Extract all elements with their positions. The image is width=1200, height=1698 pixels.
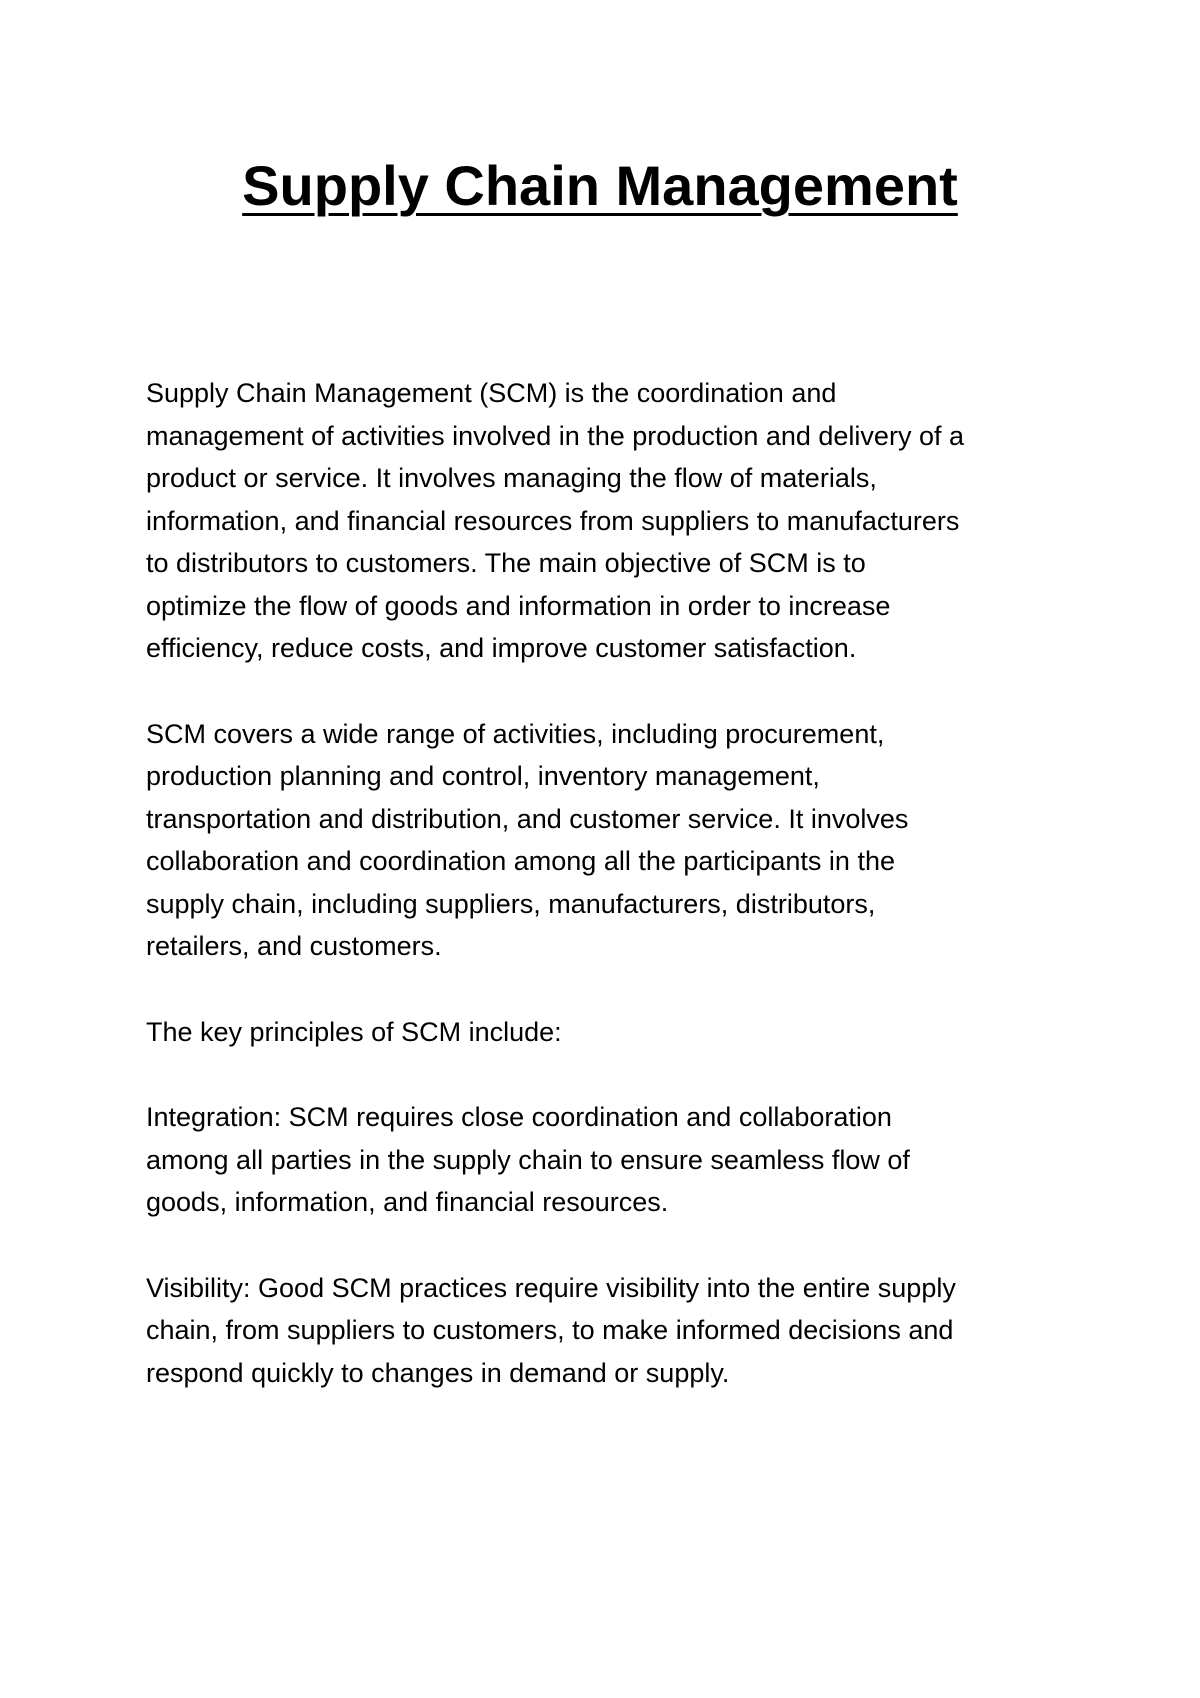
paragraph-principle-visibility: Visibility: Good SCM practices require visibility into the entire supply chain, from suppliers to customers, to make informed decisions and respond quickly to changes in demand or supply. <box>146 1272 956 1388</box>
paragraph-principle-integration: Integration: SCM requires close coordination and collaboration among all parties in the supply chain to ensure seamless flow of goods, information, and financial resources. <box>146 1102 910 1217</box>
paragraph-key-principles-intro: The key principles of SCM include: <box>146 1016 562 1047</box>
document-body <box>146 372 1066 1394</box>
paragraph-scm-definition: Supply Chain Management (SCM) is the coordination and management of activities involved in the production and delivery of a product or service. It involves managing the flow of materials, information, and financial resources from suppliers to manufacturers to distributors to customers. The main objective of SCM is to optimize the flow of goods and information in order to increase efficiency, reduce costs, and improve customer satisfaction. <box>146 378 964 663</box>
paragraph-scm-activities: SCM covers a wide range of activities, including procurement, production planning and control, inventory management, transportation and distribution, and customer service. It involves collaboration and coordination among all the participants in the supply chain, including suppliers, manufacturers, distributors, retailers, and customers. <box>146 718 909 961</box>
document-title: Supply Chain Management <box>242 154 958 217</box>
